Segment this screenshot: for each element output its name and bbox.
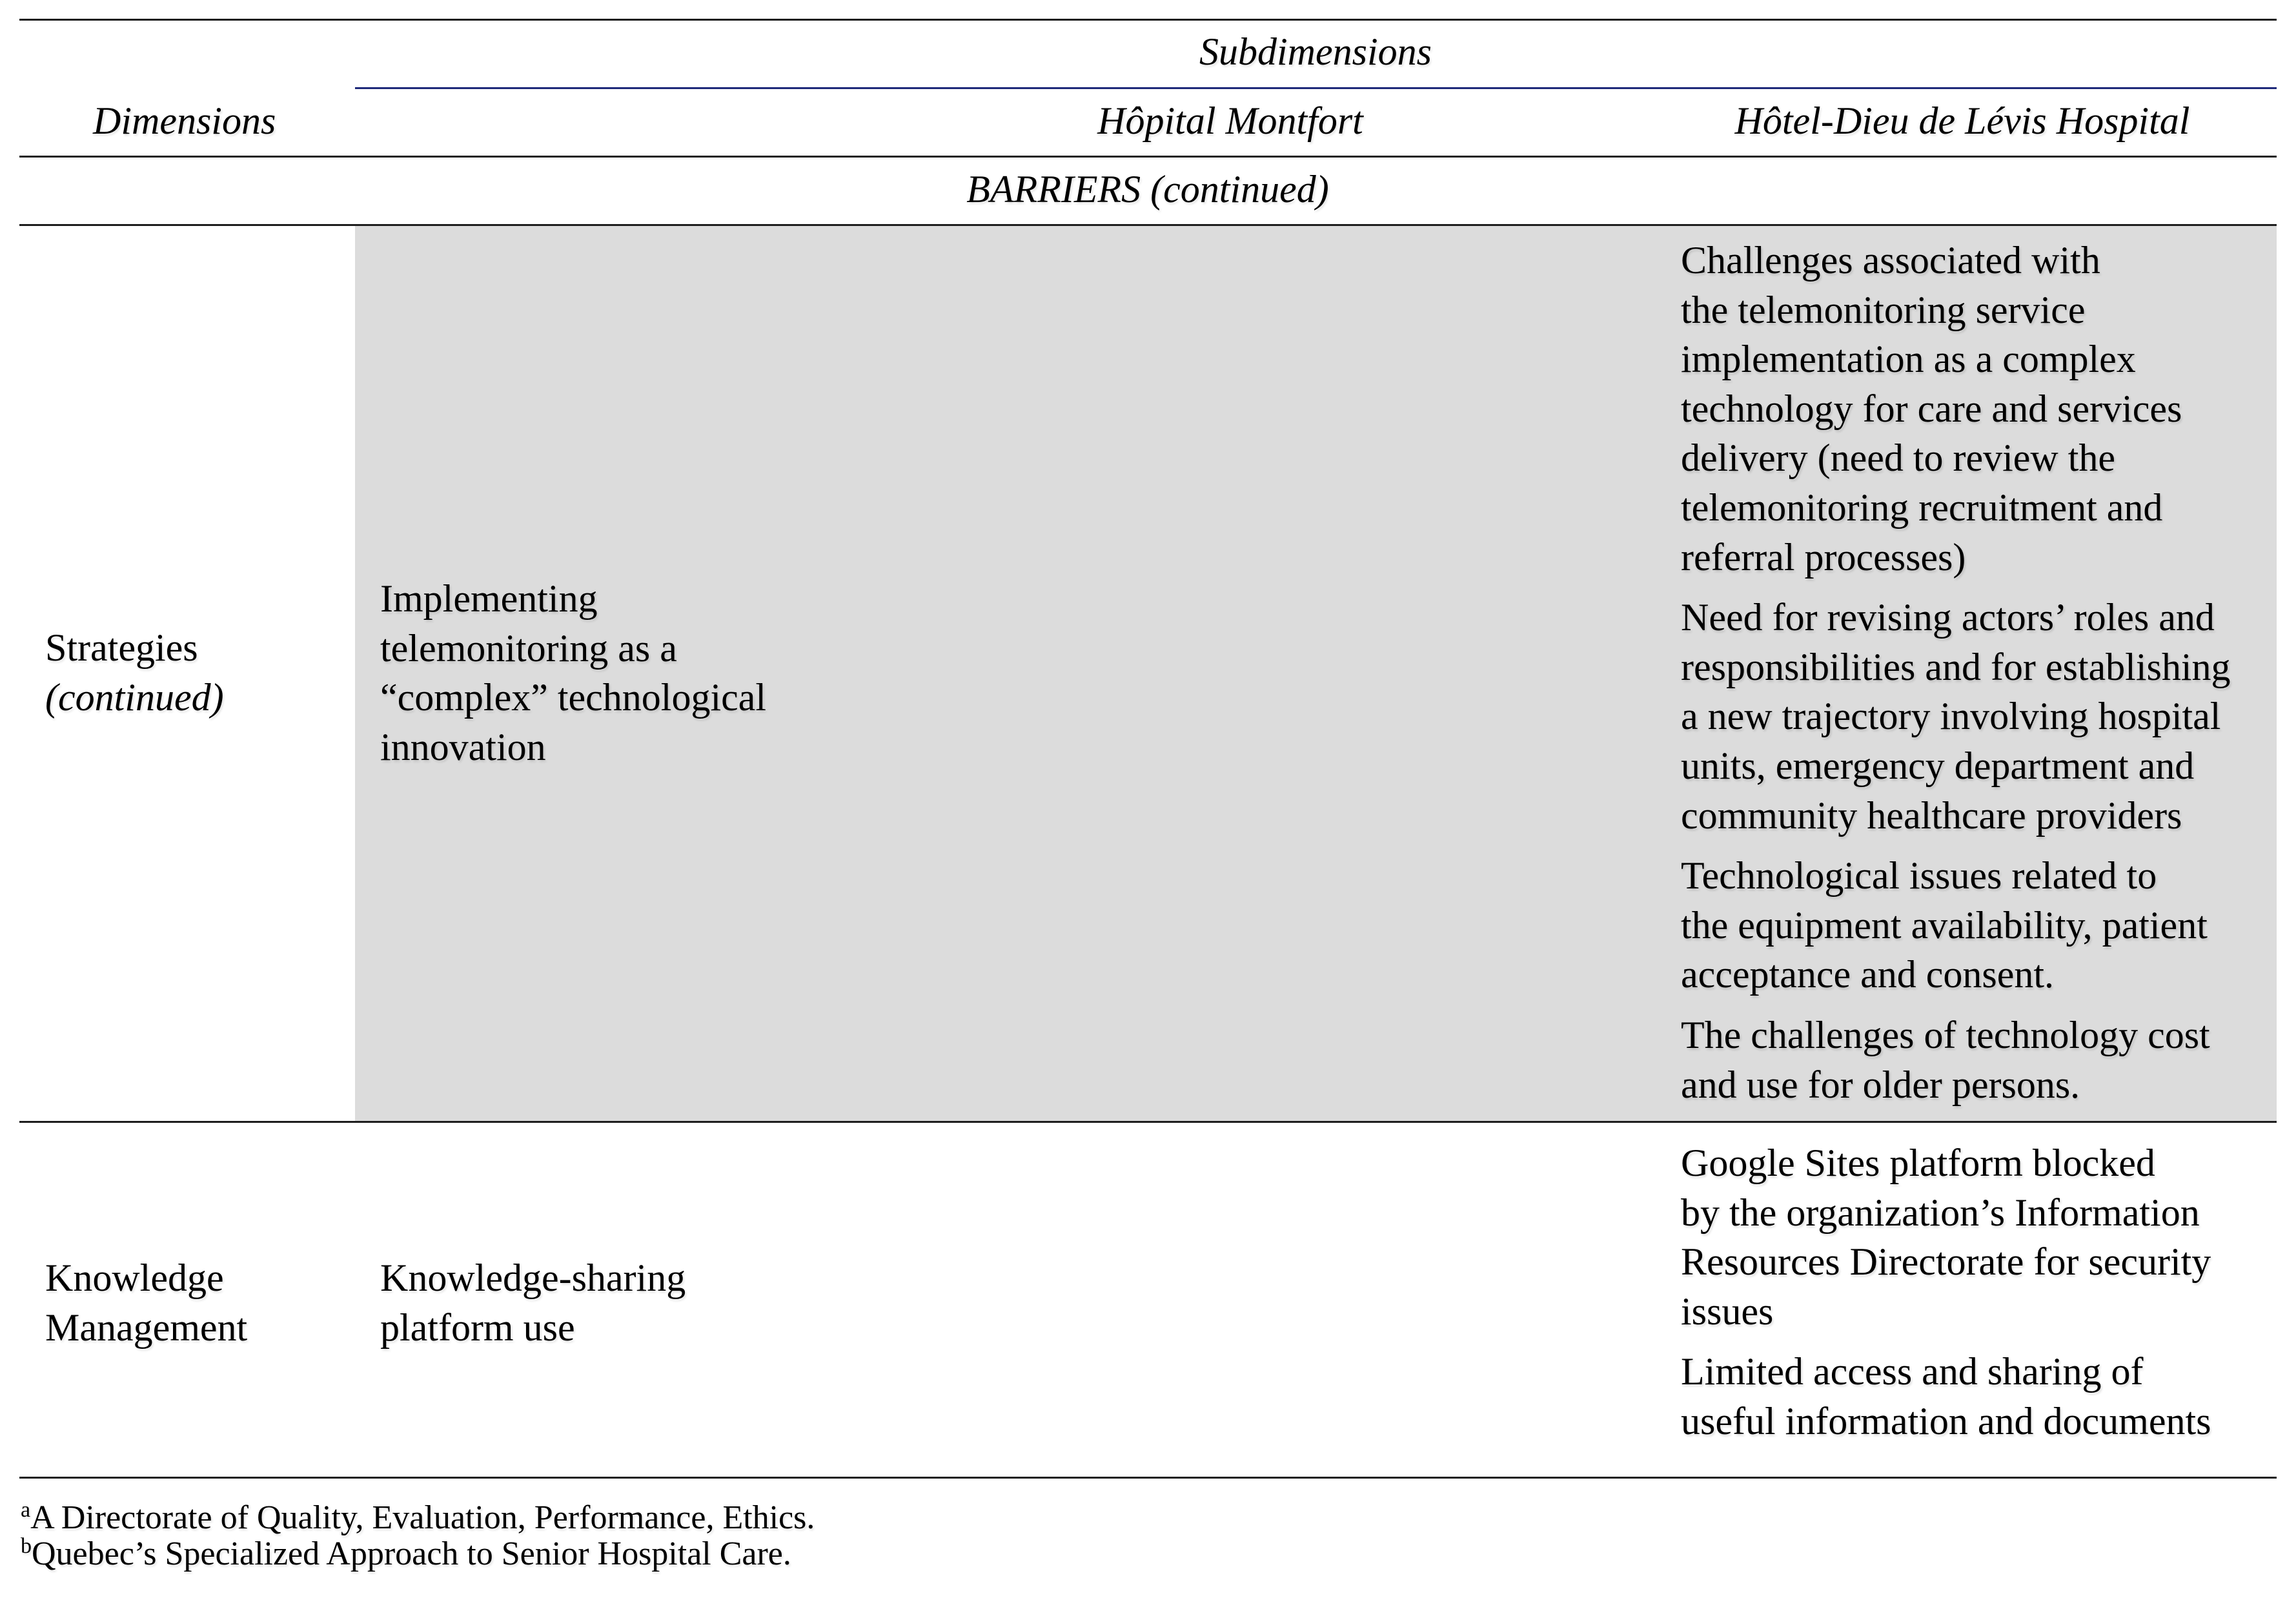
barrier-item bbox=[1681, 1010, 2231, 1109]
footnote-text: A Directorate of Quality, Evaluation, Performance, Ethics. bbox=[30, 1499, 815, 1536]
barrier-line: Need for revising actors’ roles and bbox=[1681, 596, 2215, 639]
dimension-qualifier: (continued) bbox=[45, 675, 224, 719]
barrier-line: acceptance and consent. bbox=[1681, 953, 2054, 996]
footnote-marker: a bbox=[21, 1498, 31, 1522]
subdimension-cell-implementing-telemonitoring bbox=[380, 574, 766, 772]
subdimension-line: innovation bbox=[380, 725, 546, 768]
barrier-item bbox=[1681, 236, 2231, 582]
barrier-line: The challenges of technology cost bbox=[1681, 1013, 2210, 1056]
barrier-line: community healthcare providers bbox=[1681, 794, 2182, 837]
header-bottom-rule bbox=[19, 156, 2277, 158]
barrier-line: Resources Directorate for security bbox=[1681, 1240, 2211, 1284]
barrier-line: useful information and documents bbox=[1681, 1399, 2211, 1442]
footnote-text: Quebec’s Specialized Approach to Senior Hospital Care. bbox=[32, 1535, 791, 1572]
subdimension-line: Implementing bbox=[380, 577, 598, 620]
section-header-barriers: BARRIERS (continued) bbox=[966, 168, 1329, 210]
section-rule bbox=[19, 224, 2277, 226]
dimension-cell-knowledge-management bbox=[45, 1253, 247, 1352]
table-top-rule bbox=[19, 19, 2277, 21]
row-divider-rule bbox=[19, 1121, 2277, 1123]
hotel-dieu-cell-knowledge-management bbox=[1681, 1138, 2211, 1457]
barrier-line: issues bbox=[1681, 1289, 1774, 1333]
barrier-item bbox=[1681, 593, 2231, 840]
subdimensions-rule bbox=[355, 87, 2277, 89]
footnote-marker: b bbox=[21, 1534, 32, 1558]
dimension-name: Strategies bbox=[45, 626, 198, 669]
barrier-item bbox=[1681, 1347, 2211, 1446]
subdimension-cell-knowledge-sharing bbox=[380, 1253, 686, 1352]
barrier-line: the telemonitoring service bbox=[1681, 288, 2086, 331]
table-bottom-rule bbox=[19, 1477, 2277, 1479]
footnote-b bbox=[21, 1536, 791, 1576]
dimension-cell-strategies bbox=[45, 623, 224, 722]
barrier-line: by the organization’s Information bbox=[1681, 1191, 2200, 1234]
barrier-item bbox=[1681, 851, 2231, 1000]
barrier-line: delivery (need to review the bbox=[1681, 436, 2116, 480]
barrier-line: telemonitoring recruitment and bbox=[1681, 486, 2163, 529]
hotel-dieu-cell-strategies bbox=[1681, 236, 2231, 1120]
subdimension-line: “complex” technological bbox=[380, 676, 767, 719]
barrier-line: Google Sites platform blocked bbox=[1681, 1142, 2155, 1184]
subdimension-line: telemonitoring as a bbox=[380, 626, 677, 670]
barrier-item bbox=[1681, 1138, 2211, 1336]
footnote-a bbox=[21, 1500, 815, 1540]
column-header-hopital-montfort: Hôpital Montfort bbox=[1097, 99, 1363, 142]
barrier-line: Challenges associated with bbox=[1681, 239, 2100, 282]
subdimensions-header: Subdimensions bbox=[1199, 30, 1432, 73]
barrier-line: referral processes) bbox=[1681, 535, 1966, 579]
barrier-line: Limited access and sharing of bbox=[1681, 1350, 2144, 1393]
barrier-line: technology for care and services bbox=[1681, 387, 2182, 430]
barrier-line: implementation as a complex bbox=[1681, 338, 2136, 381]
barrier-line: the equipment availability, patient bbox=[1681, 903, 2208, 947]
dimension-name-line: Management bbox=[45, 1306, 248, 1349]
barrier-line: Technological issues related to bbox=[1681, 854, 2157, 897]
dimension-name-line: Knowledge bbox=[45, 1256, 224, 1299]
dimensions-header: Dimensions bbox=[93, 99, 276, 142]
barrier-line: a new trajectory involving hospital bbox=[1681, 695, 2221, 738]
column-header-hotel-dieu-levis: Hôtel-Dieu de Lévis Hospital bbox=[1734, 99, 2190, 142]
subdimension-line: platform use bbox=[380, 1306, 575, 1349]
barrier-line: units, emergency department and bbox=[1681, 744, 2195, 787]
barrier-line: responsibilities and for establishing bbox=[1681, 645, 2231, 688]
barrier-line: and use for older persons. bbox=[1681, 1063, 2080, 1106]
subdimension-line: Knowledge-sharing bbox=[380, 1256, 686, 1299]
